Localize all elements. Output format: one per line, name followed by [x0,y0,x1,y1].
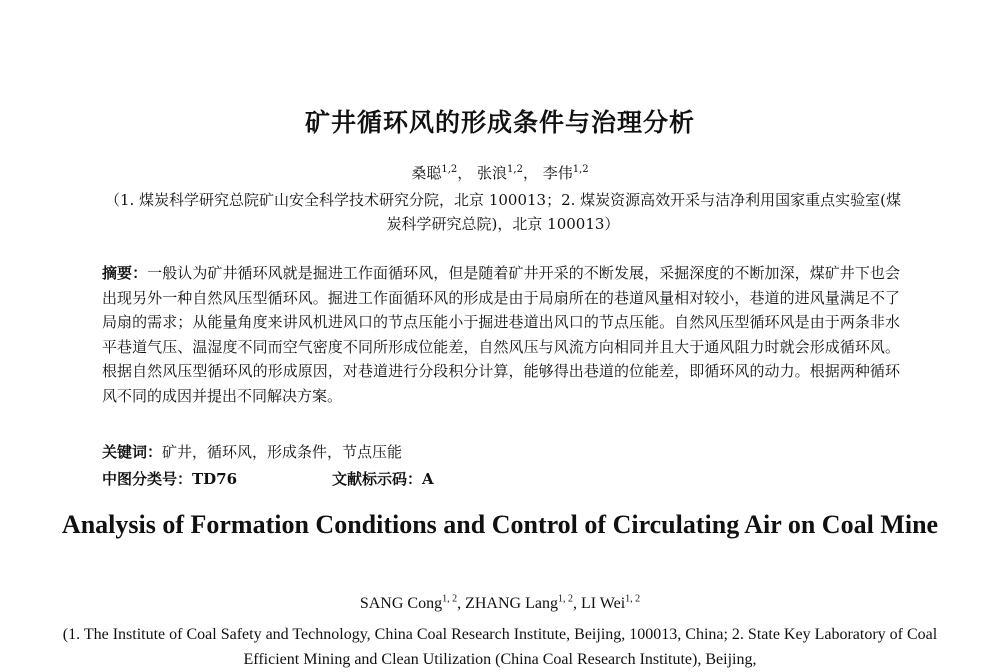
keywords-line [102,441,402,462]
author-name: 李伟 [542,164,573,182]
keywords-text: 矿井，循环风，形成条件，节点压能 [162,443,403,461]
author-affiliation-mark: 1,2 [441,164,458,175]
author-affiliation-mark: 1, 2 [442,593,458,605]
author-name: SANG Cong [359,595,443,612]
chinese-title: 矿井循环风的形成条件与治理分析 [304,108,695,137]
chinese-abstract [102,261,900,408]
classification-number: 中图分类号：TD76 [102,470,238,488]
author-separator: ， [457,164,473,182]
english-authors [0,595,1000,613]
keywords-label: 关键词： [102,443,163,461]
english-affiliation: (1. The Institute of Coal Safety and Technology, China Coal Research Institute, Beijing, 100013, China; 2. State Key Laboratory of Coal Efficient Mining and Clean Utilization (China Coal Research Institute), Beijing, [62,626,938,668]
author-affiliation-mark: 1,2 [572,164,589,175]
author-affiliation-mark: 1, 2 [557,593,573,605]
author-affiliation-mark: 1, 2 [625,593,641,605]
author-name: LI Wei [580,595,626,612]
author-affiliation-mark: 1,2 [507,164,523,175]
abstract-label: 摘要： [102,264,148,282]
author-separator: ， [522,164,538,182]
abstract-text: 一般认为矿井循环风就是掘进工作面循环风，但是随着矿井开采的不断发展，采掘深度的不断加深，煤矿井下也会出现另外一种自然风压型循环风。掘进工作面循环风的形成是由于局扇所在的巷道风量相对较小，巷道的进风量满足不了局扇的需求；从能量角度来讲风机进风口的节点压能小于掘进巷道出风口的节点压能。自然风压型循环风是由于两条非水平巷道气压、温湿度不同而空气密度不同所形成位能差，自然风压与风流方向相同并且大于通风阻力时就会形成循环风。根据自然风压型循环风的形成原因，对巷道进行分段积分计算，能够得出巷道的位能差，即循环风的动力。根据两种循环风不同的成因并提出不同解决方案。 [102,264,900,405]
author-separator: , [572,595,581,612]
chinese-authors [0,162,1000,183]
classification-line [102,468,902,489]
author-separator: , [457,595,466,612]
author-name: 桑聪 [411,164,442,182]
chinese-affiliation: （1. 煤炭科学研究总院矿山安全科学技术研究分院，北京 100013；2. 煤炭资源高效开采与洁净利用国家重点实验室(煤炭科学研究总院)，北京 100013） [104,191,902,233]
author-name: 张浪 [477,164,508,182]
english-title: Analysis of Formation Conditions and Control of Circulating Air on Coal Mine [61,510,939,539]
author-name: ZHANG Lang [465,595,558,612]
document-code: 文献标示码：A [332,470,434,488]
